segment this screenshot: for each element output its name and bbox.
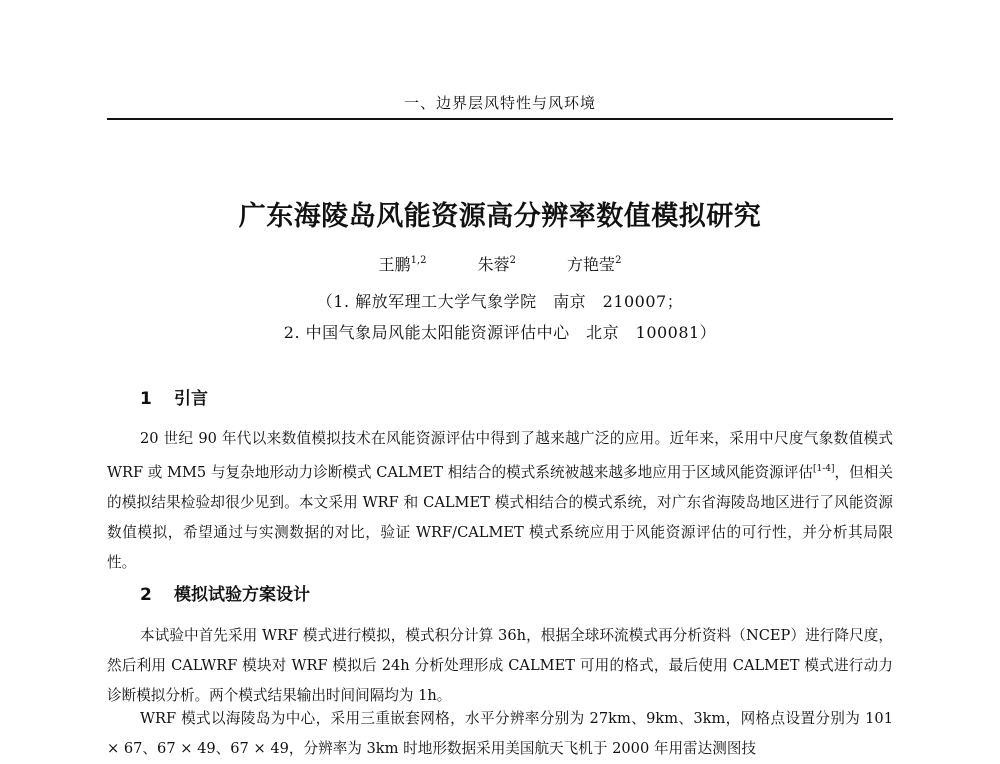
paper-title: 广东海陵岛风能资源高分辨率数值模拟研究 xyxy=(238,201,762,232)
author-affiliation-mark: 1,2 xyxy=(410,255,427,266)
running-header: 一、边界层风特性与风环境 xyxy=(403,94,596,112)
section-title: 模拟试验方案设计 xyxy=(174,585,310,605)
author xyxy=(478,252,516,275)
paragraph-text: ，但相关的模拟结果检验却很少见到。本文采用 WRF 和 CALMET 模式相结合的模式系统，对广东省海陵岛地区进行了风能资源数值模拟，希望通过与实测数据的对比，验证 WRF/CALMET 模式系统应用于风能资源评估的可行性，并分析其局限性。 xyxy=(107,464,893,571)
author-name: 朱蓉 xyxy=(477,255,510,274)
citation-mark: [1-4] xyxy=(813,464,835,474)
author-list xyxy=(107,252,893,275)
author-name: 方艳莹 xyxy=(567,255,616,274)
section-heading xyxy=(140,580,310,605)
header-rule xyxy=(107,118,893,120)
section-title: 引言 xyxy=(174,389,208,409)
author-affiliation-mark: 2 xyxy=(615,255,622,266)
affiliation: （1. 解放军理工大学气象学院 南京 210007； xyxy=(316,292,684,311)
section-number: 1 xyxy=(140,389,152,409)
section-heading xyxy=(140,384,208,409)
author-name: 王鹏 xyxy=(378,255,411,274)
body-paragraph: 本试验中首先采用 WRF 模式进行模拟，模式积分计算 36h，根据全球环流模式再分析资料（NCEP）进行降尺度，然后利用 CALWRF 模块对 WRF 模拟后 24h 分析处理形成 CALMET 可用的格式，最后使用 CALMET 模式进行动力诊断模拟分析。两个模式结果输出时间间隔均为 1h。 xyxy=(107,627,893,704)
section-number: 2 xyxy=(140,585,152,605)
author-affiliation-mark: 2 xyxy=(509,255,516,266)
paragraph-text: 20 世纪 90 年代以来数值模拟技术在风能资源评估中得到了越来越广泛的应用。近年来，采用中尺度气象数值模式 WRF 或 MM5 与复杂地形动力诊断模式 CALMET 相结合的模式系统被越来越多地应用于区域风能资源评估 xyxy=(107,430,893,481)
author xyxy=(379,252,427,275)
body-paragraph: WRF 模式以海陵岛为中心，采用三重嵌套网格，水平分辨率分别为 27km、9km、3km，网格点设置分别为 101 × 67、67 × 49、67 × 49，分辨率为 3km 时地形数据采用美国航天飞机于 2000 年用雷达测图技 xyxy=(107,710,893,757)
author xyxy=(567,252,621,275)
body-paragraph xyxy=(107,424,893,578)
affiliation: 2. 中国气象局风能太阳能资源评估中心 北京 100081） xyxy=(283,323,717,342)
